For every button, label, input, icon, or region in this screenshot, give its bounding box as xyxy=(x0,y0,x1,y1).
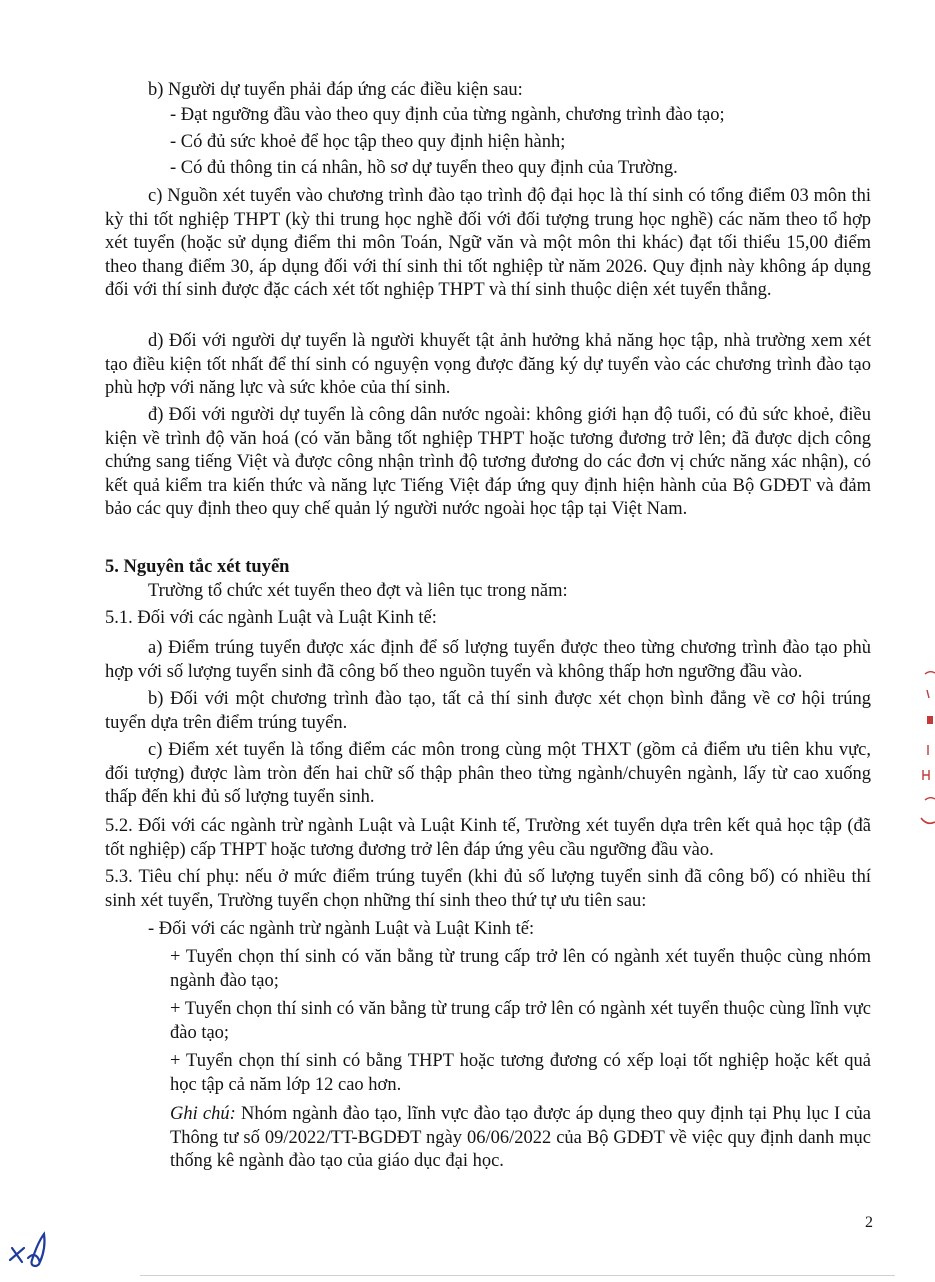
note-text: Nhóm ngành đào tạo, lĩnh vực đào tạo được áp dụng theo quy định tại Phụ lục I của Thông tư số 09/2022/TT-BGDĐT ngày 06/06/2022 của Bộ GDĐT về việc quy định danh mục thống kê ngành đào tạo của giáo dục đại học. xyxy=(170,1104,871,1172)
plus-item-same-group: + Tuyển chọn thí sinh có văn bằng từ trung cấp trở lên có ngành xét tuyển thuộc cùng nhóm ngành đào tạo; xyxy=(170,947,871,991)
paragraph-admission-rounds: Trường tổ chức xét tuyển theo đợt và liên tục trong năm: xyxy=(148,581,568,601)
paragraph-d-disability: d) Đối với người dự tuyển là người khuyết tật ảnh hưởng khả năng học tập, nhà trường xem xét tạo điều kiện tốt nhất để thí sinh có nguyện vọng được đăng ký dự tuyển vào các chương trình đào tạo phù hợp với năng lực và sức khỏe của thí sinh. xyxy=(105,331,871,399)
paragraph-5-1-a: a) Điểm trúng tuyển được xác định để số lượng tuyển được theo từng chương trình đào tạo phù hợp với số lượng tuyển sinh đã công bố theo nguồn tuyển và không thấp hơn ngưỡng đầu vào. xyxy=(105,638,871,682)
section-heading-5: 5. Nguyên tắc xét tuyển xyxy=(105,557,290,577)
note-paragraph xyxy=(170,1103,871,1174)
plus-item-same-field: + Tuyển chọn thí sinh có văn bằng từ trung cấp trở lên có ngành xét tuyển thuộc cùng lĩnh vực đào tạo; xyxy=(170,999,871,1043)
bullet-health: - Có đủ sức khoẻ để học tập theo quy định hiện hành; xyxy=(170,132,566,152)
subsection-5-2: 5.2. Đối với các ngành trừ ngành Luật và Luật Kinh tế, Trường xét tuyển dựa trên kết quả học tập (đã tốt nghiệp) cấp THPT hoặc tương đương trở lên đáp ứng yêu cầu ngưỡng đầu vào. xyxy=(105,816,871,860)
handwritten-initials xyxy=(4,1228,54,1278)
note-label: Ghi chú: xyxy=(170,1104,236,1124)
paragraph-5-1-c: c) Điểm xét tuyển là tổng điểm các môn trong cùng một THXT (gồm cả điểm ưu tiên khu vực, đối tượng) được làm tròn đến hai chữ số thập phân theo từng ngành/chuyên ngành, lấy từ cao xuống thấp đến khi đủ số lượng tuyển sinh. xyxy=(105,740,871,808)
stamp-fragment-marks xyxy=(915,660,935,830)
paragraph-dd-foreigners: đ) Đối với người dự tuyển là công dân nước ngoài: không giới hạn độ tuổi, có đủ sức khoẻ, điều kiện về trình độ văn hoá (có văn bằng tốt nghiệp THPT hoặc tương đương trở lên; đã được dịch công chứng sang tiếng Việt và được công nhận trình độ tương đương do các đơn vị chức năng xác nhận), có kết quả kiểm tra kiến thức và năng lực Tiếng Việt đáp ứng quy định hiện hành của Bộ GDĐT và đảm bảo các quy định theo quy chế quản lý người nước ngoài học tập tại Việt Nam. xyxy=(105,405,871,520)
paragraph-c-source: c) Nguồn xét tuyển vào chương trình đào tạo trình độ đại học là thí sinh có tổng điểm 03 môn thi kỳ thi tốt nghiệp THPT (kỳ thi trung học nghề đối với đối tượng trung học nghề) các năm theo tổ hợp xét tuyển (hoặc sử dụng điểm thi môn Toán, Ngữ văn và một môn thi khác) đạt tối thiểu 15,00 điểm theo thang điểm 30, áp dụng đối với thí sinh thi tốt nghiệp từ năm 2026. Quy định này không áp dụng đối với thí sinh được đặc cách xét tốt nghiệp THPT và thí sinh thuộc diện xét tuyển thẳng. xyxy=(105,186,871,301)
plus-item-thpt-ranking: + Tuyển chọn thí sinh có bằng THPT hoặc tương đương có xếp loại tốt nghiệp hoặc kết quả học tập cả năm lớp 12 cao hơn. xyxy=(170,1051,871,1095)
bullet-entry-threshold: - Đạt ngưỡng đầu vào theo quy định của từng ngành, chương trình đào tạo; xyxy=(170,105,725,125)
page-number: 2 xyxy=(865,1214,873,1231)
subsection-5-3: 5.3. Tiêu chí phụ: nếu ở mức điểm trúng tuyển (khi đủ số lượng tuyển sinh đã công bố) có nhiều thí sinh xét tuyển, Trường tuyển chọn những thí sinh theo thứ tự ưu tiên sau: xyxy=(105,867,871,911)
paragraph-5-1-b: b) Đối với một chương trình đào tạo, tất cả thí sinh được xét chọn bình đẳng về cơ hội trúng tuyển dựa trên điểm trúng tuyển. xyxy=(105,689,871,733)
bullet-profile: - Có đủ thông tin cá nhân, hồ sơ dự tuyển theo quy định của Trường. xyxy=(170,158,678,178)
subsection-5-1: 5.1. Đối với các ngành Luật và Luật Kinh tế: xyxy=(105,608,437,628)
scan-bottom-edge xyxy=(140,1275,895,1276)
bullet-other-majors: - Đối với các ngành trừ ngành Luật và Luật Kinh tế: xyxy=(148,919,535,939)
paragraph-b-conditions: b) Người dự tuyển phải đáp ứng các điều kiện sau: xyxy=(148,80,523,100)
